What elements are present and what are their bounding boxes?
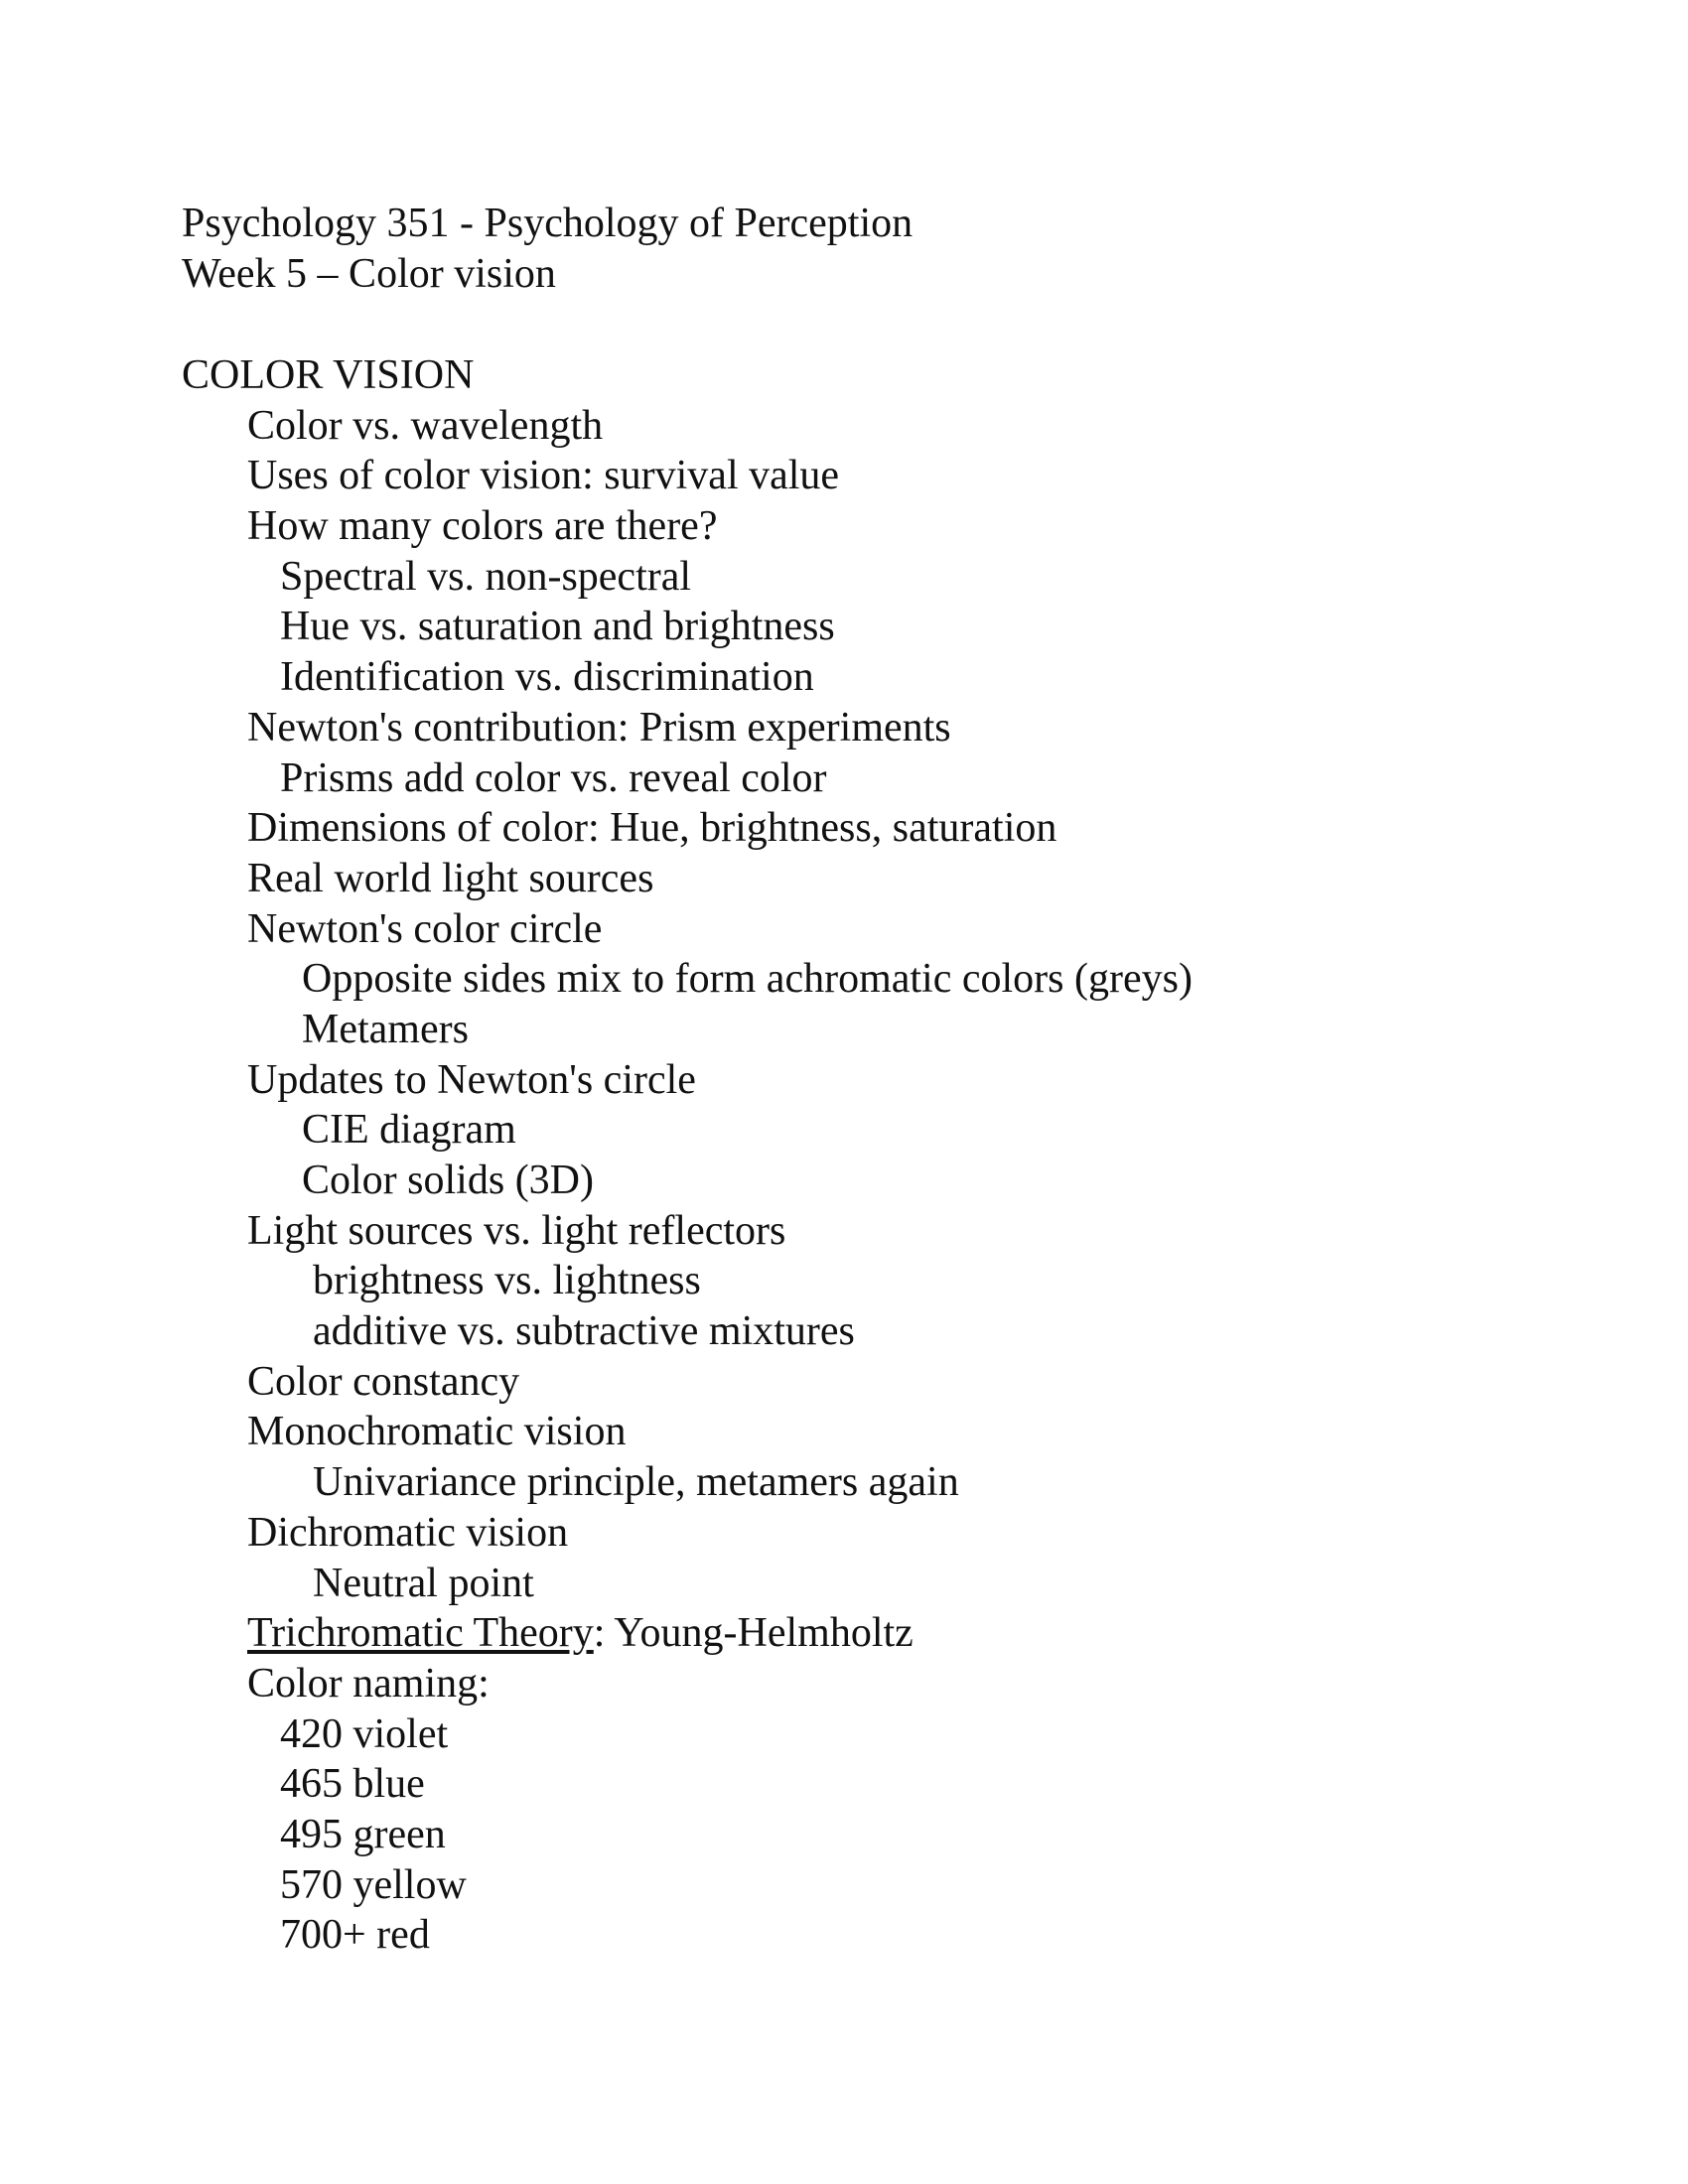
outline-subitem: Spectral vs. non-spectral <box>280 553 692 600</box>
trichromatic-theory-underlined: Trichromatic Theory <box>247 1610 594 1657</box>
outline-item: Color vs. wavelength <box>247 402 604 449</box>
outline-item: How many colors are there? <box>247 503 718 550</box>
color-naming-entry: 570 yellow <box>280 1861 467 1908</box>
outline-item: Dimensions of color: Hue, brightness, saturation <box>247 805 1057 852</box>
lecture-outline <box>182 350 1193 1961</box>
week-title: Week 5 – Color vision <box>182 250 556 297</box>
outline-subitem: additive vs. subtractive mixtures <box>313 1308 855 1355</box>
section-heading: COLOR VISION <box>182 352 475 398</box>
outline-subitem: Opposite sides mix to form achromatic colors (greys) <box>302 956 1193 1003</box>
outline-subitem: Prisms add color vs. reveal color <box>280 754 827 801</box>
document-header <box>182 199 913 299</box>
outline-subitem: Color solids (3D) <box>302 1158 594 1203</box>
color-naming-entry: 465 blue <box>280 1761 425 1808</box>
color-naming-entry: 420 violet <box>280 1710 449 1757</box>
outline-item: Updates to Newton's circle <box>247 1056 696 1103</box>
color-naming-entry: 700+ red <box>280 1912 430 1959</box>
trichromatic-theory-rest: : Young-Helmholtz <box>593 1610 914 1657</box>
outline-subitem: Univariance principle, metamers again <box>313 1459 959 1506</box>
outline-item: Light sources vs. light reflectors <box>247 1207 786 1254</box>
outline-item: Color constancy <box>247 1358 520 1405</box>
outline-subitem: brightness vs. lightness <box>313 1258 701 1304</box>
outline-subitem: CIE diagram <box>302 1107 516 1154</box>
outline-item: Uses of color vision: survival value <box>247 453 840 499</box>
outline-item: Newton's contribution: Prism experiments <box>247 704 951 751</box>
color-naming-label: Color naming: <box>247 1660 490 1706</box>
outline-subitem: Neutral point <box>313 1560 534 1606</box>
outline-subitem: Metamers <box>302 1006 469 1052</box>
outline-item: Newton's color circle <box>247 905 603 952</box>
outline-subitem: Identification vs. discrimination <box>280 654 814 701</box>
course-title: Psychology 351 - Psychology of Perception <box>182 201 914 246</box>
outline-item: Real world light sources <box>247 855 654 901</box>
color-naming-entry: 495 green <box>280 1811 446 1857</box>
outline-subitem: Hue vs. saturation and brightness <box>280 604 835 650</box>
trichromatic-item <box>182 1608 1193 1659</box>
outline-item: Monochromatic vision <box>247 1409 627 1455</box>
outline-item: Dichromatic vision <box>247 1509 569 1556</box>
